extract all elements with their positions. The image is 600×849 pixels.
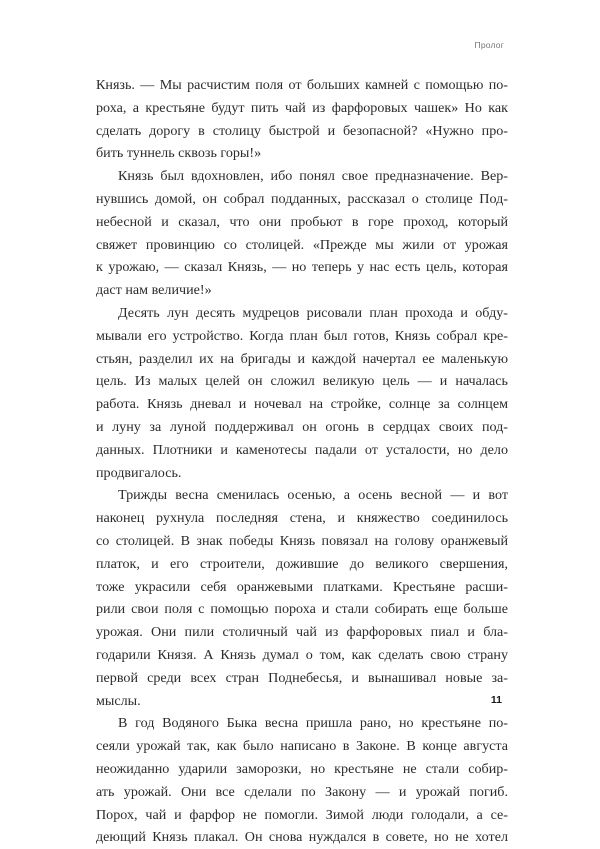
text-line: В год Водяного Быка весна пришла рано, но крестьяне по- <box>118 715 508 732</box>
text-line: мыслы. <box>96 692 141 709</box>
text-line: даст нам величие!» <box>96 282 212 299</box>
text-line: мывали его устройство. Когда план был готов, Князь собрал кре- <box>96 327 508 344</box>
text-line: тоже украсили себя оранжевыми платками. Крестьяне расши- <box>96 578 508 595</box>
text-line: Десять лун десять мудрецов рисовали план прохода и обду- <box>118 304 508 321</box>
text-line: продвигалось. <box>96 464 182 481</box>
text-line: деющий Князь плакал. Он снова нуждался в совете, но не хотел <box>96 829 508 846</box>
paragraph <box>96 74 508 165</box>
text-line: стьян, разделил их на бригады и каждой начертал ее маленькую <box>96 350 508 367</box>
text-line: урожая. Они пили столичный чай из фарфоровых пиал и бла- <box>96 624 508 641</box>
text-line: небесной и сказал, что они пробьют в горе проход, который <box>96 213 508 230</box>
paragraph <box>96 165 508 302</box>
text-line: свяжет провинцию со столицей. «Прежде мы жили от урожая <box>96 236 508 253</box>
text-line: рили свои поля с помощью пороха и стали собирать еще больше <box>96 601 508 618</box>
text-line: годарили Князя. А Князь думал о том, как сделать свою страну <box>96 646 508 663</box>
text-line: и луну за луной поддерживал он огонь в сердцах своих под- <box>96 418 508 435</box>
text-line: Порох, чай и фарфор не помогли. Зимой люди голодали, а се- <box>96 806 508 823</box>
text-line: роха, а крестьяне будут пить чай из фарфоровых чашек» Но как <box>96 99 508 116</box>
text-line: Трижды весна сменилась осенью, а осень весной — и вот <box>118 487 508 504</box>
text-line: неожиданно ударили заморозки, но крестьяне не стали собир- <box>96 760 508 777</box>
text-line: Князь был вдохновлен, ибо понял свое предназначение. Вер- <box>118 168 508 185</box>
text-line: бить туннель сквозь горы!» <box>96 145 262 162</box>
body-text <box>96 74 508 849</box>
text-line: ать урожай. Они все сделали по Закону — и урожай погиб. <box>96 783 508 800</box>
text-line: сделать дорогу в столицу быстрой и безопасной? «Нужно про- <box>96 122 508 139</box>
text-line: работа. Князь дневал и ночевал на стройке, солнце за солнцем <box>96 396 508 413</box>
text-line: первой среди всех стран Поднебесья, и вынашивал новые за- <box>96 669 508 686</box>
text-line: наконец рухнула последняя стена, и княжество соединилось <box>96 510 508 527</box>
running-head: Пролог <box>474 40 504 50</box>
text-line: цель. Из малых целей он сложил великую цель — и началась <box>96 373 508 390</box>
text-line: Князь. — Мы расчистим поля от больших камней с помощью по- <box>96 77 508 93</box>
text-line: данных. Плотники и каменотесы падали от усталости, но дело <box>96 441 508 458</box>
page-number: 11 <box>490 694 502 706</box>
paragraph <box>96 484 508 712</box>
text-line: со столицей. В знак победы Князь повязал на голову оранжевый <box>96 532 508 549</box>
paragraph <box>96 302 508 484</box>
text-line: платок, и его строители, дожившие до великого свершения, <box>96 555 508 572</box>
paragraph <box>96 712 508 849</box>
text-line: нувшись домой, он собрал подданных, рассказал о столице Под- <box>96 190 508 207</box>
text-line: сеяли урожай так, как было написано в Законе. В конце августа <box>96 738 508 755</box>
text-line: к урожаю, — сказал Князь, — но теперь у нас есть цель, которая <box>96 259 508 276</box>
